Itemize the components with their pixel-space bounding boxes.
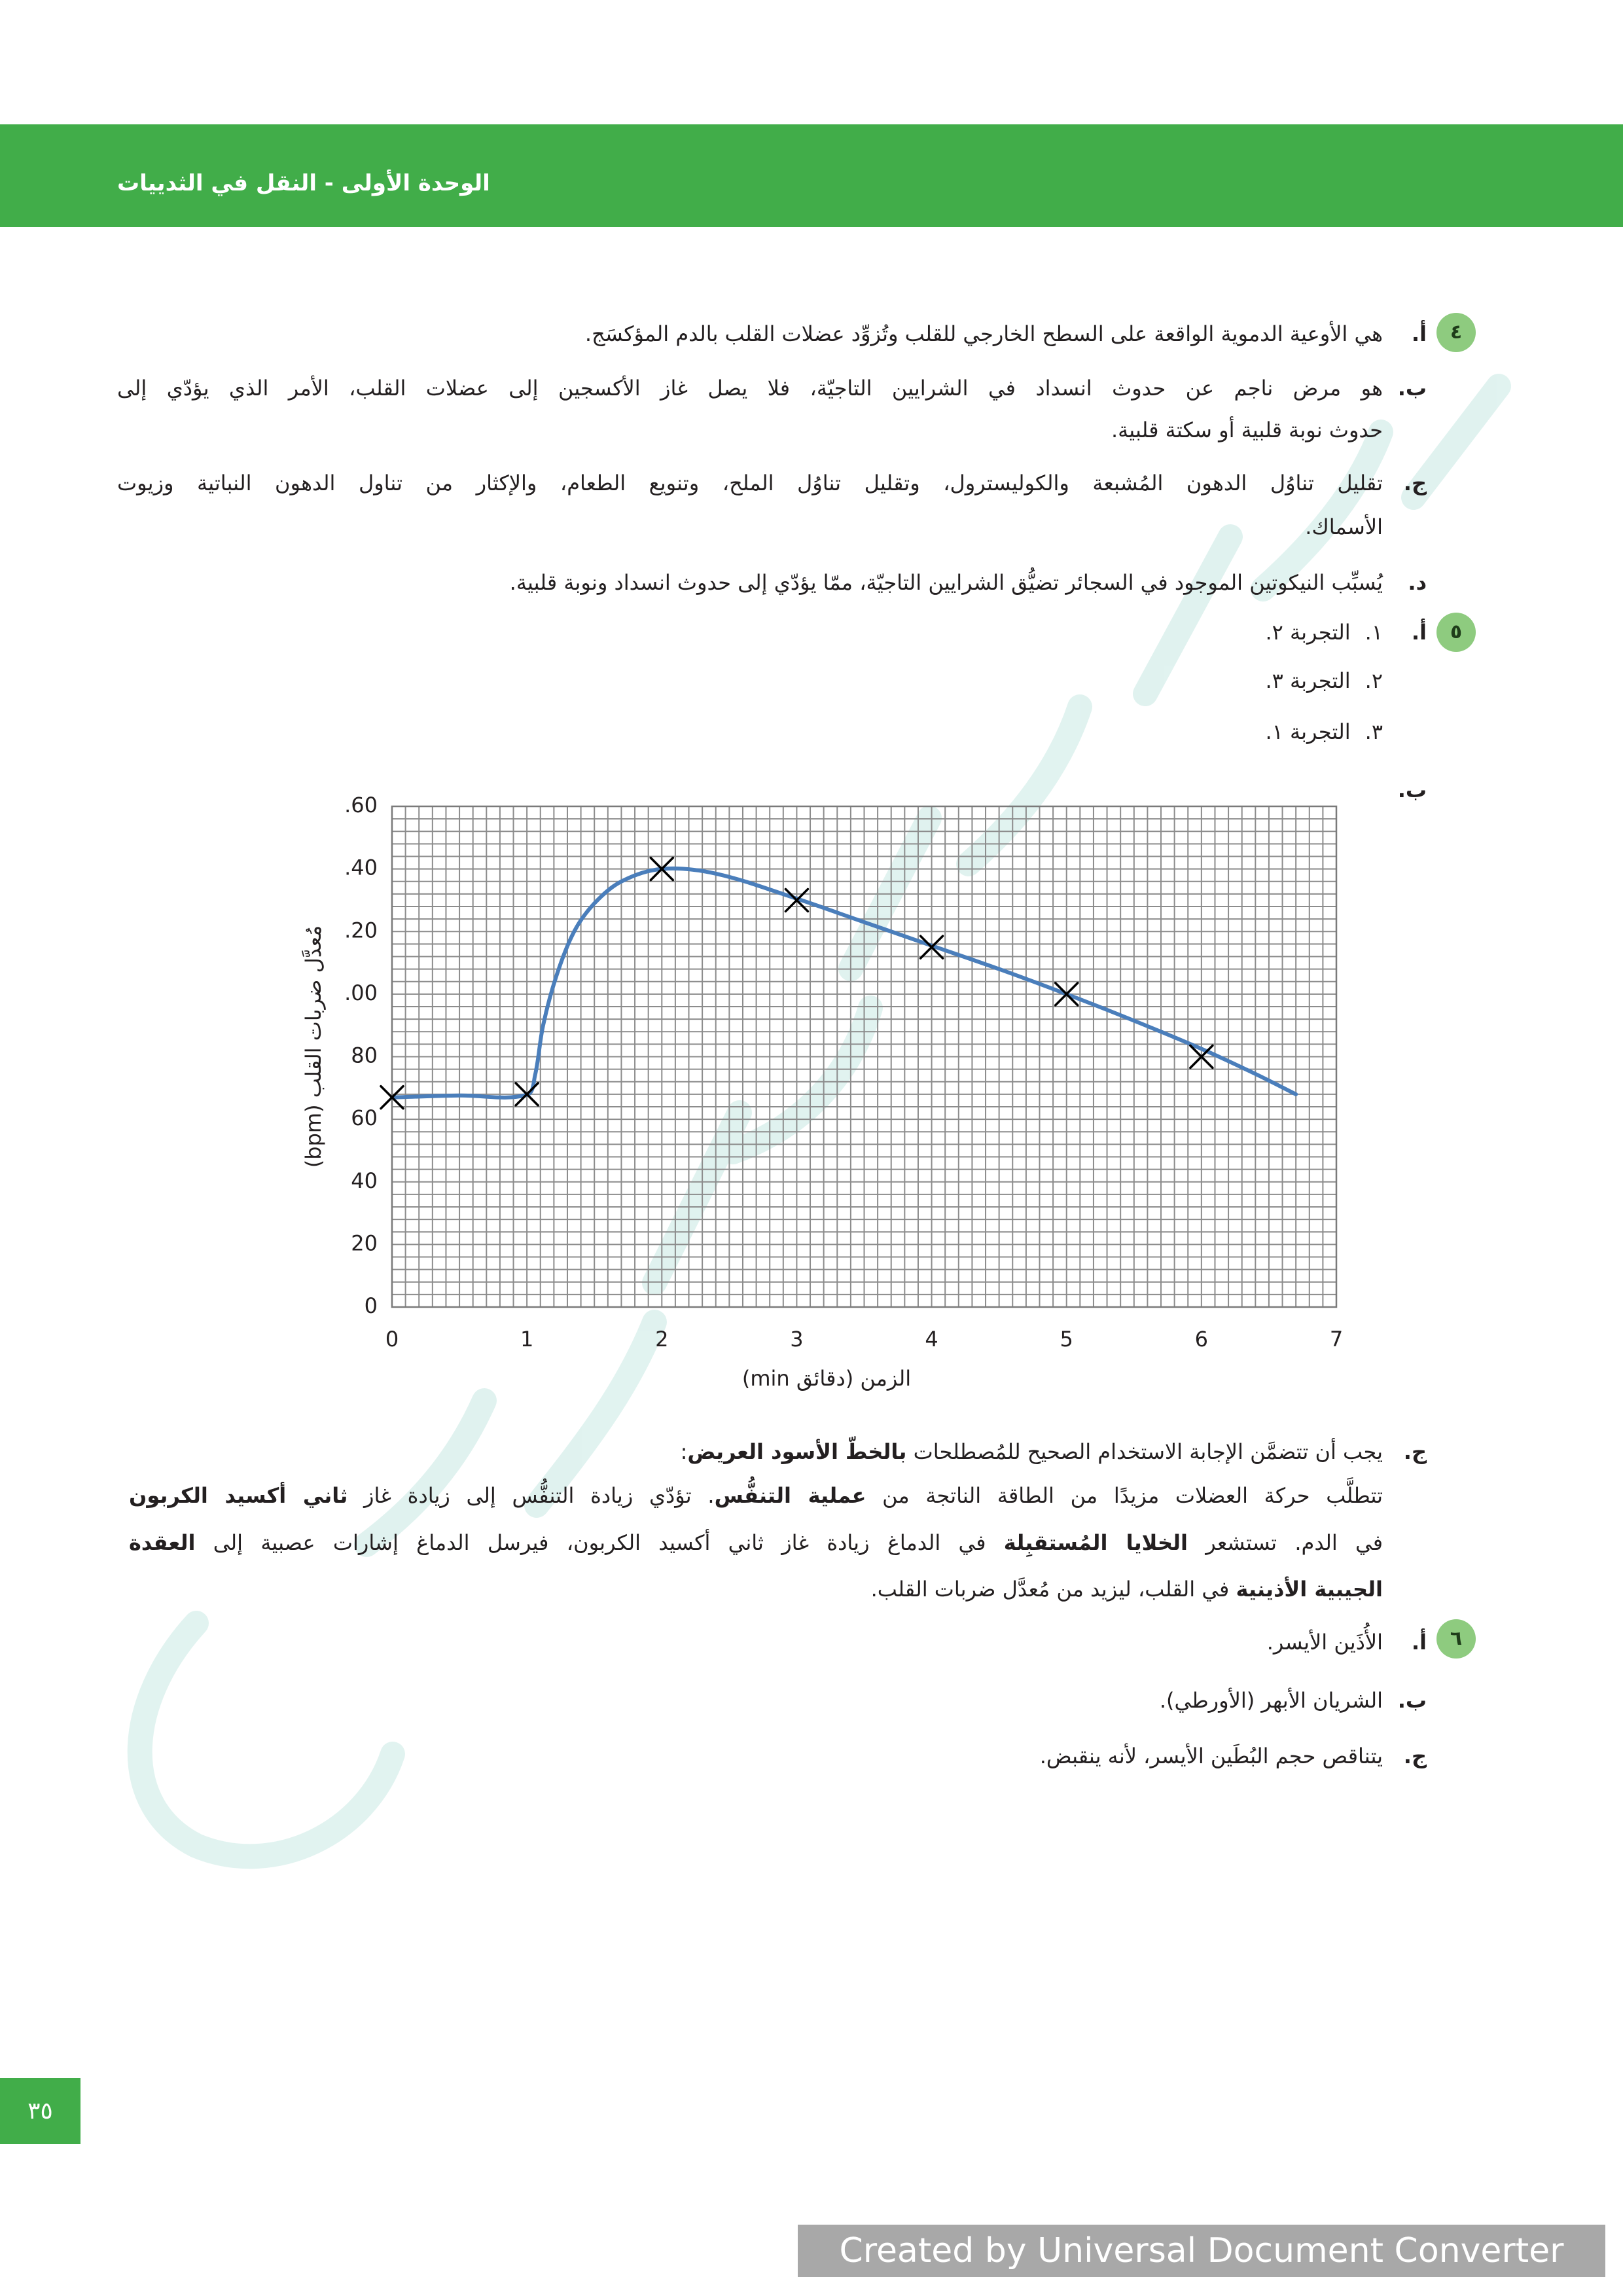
q5-c-paragraph-line-2 — [129, 1522, 1383, 1564]
q6-a-text: الأُذَين الأيسر. — [1266, 1630, 1383, 1655]
y-tick-label: 40 — [351, 1168, 378, 1193]
x-tick-label: 4 — [925, 1327, 938, 1352]
y-tick-label: .00 — [344, 980, 378, 1005]
x-tick-label: 0 — [385, 1327, 399, 1352]
x-tick-label: 5 — [1060, 1327, 1073, 1352]
x-tick-label: 7 — [1329, 1327, 1344, 1352]
bold-term: عملية التنفُّس — [714, 1483, 866, 1508]
converter-watermark-banner: Created by Universal Document Converter — [798, 2225, 1605, 2277]
y-axis-ticks — [344, 793, 378, 1318]
question-5-badge: ٥ — [1436, 613, 1476, 652]
q6-b-label: ب. — [1397, 1688, 1427, 1713]
q4-a-text: هي الأوعية الدموية الواقعة على السطح الخارجي للقلب وتُزوِّد عضلات القلب بالدم المؤكسَج. — [584, 321, 1383, 346]
q4-b-label: ب. — [1397, 376, 1427, 401]
q4-c-text-line-2: الأسماك. — [1305, 514, 1383, 539]
q5-a-item-number: ٣. — [1364, 719, 1383, 744]
q5-c-intro — [681, 1431, 1383, 1473]
q4-d-text: يُسبِّب النيكوتين الموجود في السجائر تضيُّق الشرايين التاجيّة، ممّا يؤدّي إلى حدوث انسداد ونوبة قلبية. — [509, 570, 1383, 595]
bold-term: الخلايا المُستقبِلة — [1003, 1530, 1188, 1555]
q6-a-label: أ. — [1411, 1630, 1427, 1655]
paragraph-text: . تؤدّي زيادة التنفُّس إلى زيادة غاز — [348, 1483, 715, 1508]
q5-a-item-text: التجربة ٢. — [1265, 620, 1351, 645]
q4-c-label: ج. — [1403, 471, 1427, 495]
paragraph-text: في الدماغ زيادة غاز ثاني أكسيد الكربون، فيرسل الدماغ إشارات عصبية إلى — [195, 1530, 1004, 1555]
q5-a-item — [1265, 711, 1383, 753]
paragraph-text: تتطلَّب حركة العضلات مزيدًا من الطاقة الناتجة من — [866, 1483, 1383, 1508]
y-tick-label: 80 — [351, 1043, 378, 1068]
intro-bold-term: بالخطّ الأسود العريض — [687, 1439, 907, 1464]
q4-d-label: د. — [1408, 570, 1427, 595]
y-tick-label: .20 — [344, 918, 378, 943]
bold-term: الجيبية الأذينية — [1236, 1577, 1383, 1602]
question-4-badge: ٤ — [1436, 313, 1476, 352]
page-number: ٣٥ — [0, 2078, 80, 2144]
paragraph-text: في الدم. تستشعر — [1188, 1530, 1383, 1555]
chart-grid — [392, 806, 1336, 1307]
y-tick-label: 60 — [351, 1105, 378, 1131]
q4-a-label: أ. — [1411, 321, 1427, 346]
q5-a-item — [1265, 660, 1383, 702]
q4-b-text-line-2: حدوث نوبة قلبية أو سكتة قلبية. — [1111, 418, 1383, 442]
q6-b-text: الشريان الأبهر (الأورطي). — [1159, 1688, 1383, 1713]
x-tick-label: 1 — [520, 1327, 534, 1352]
x-axis-title: الزمن (دقائق min) — [741, 1366, 912, 1391]
q4-b-text-line-1: هو مرض ناجم عن حدوث انسداد في الشرايين التاجيّة، فلا يصل غاز الأكسجين إلى عضلات القلب، الأمر الذي يؤدّي إلى — [117, 376, 1383, 401]
q5-a-item-text: التجربة ١. — [1265, 719, 1351, 744]
x-tick-label: 2 — [655, 1327, 669, 1352]
q6-c-label: ج. — [1403, 1744, 1427, 1768]
heart-rate-chart — [262, 772, 1374, 1414]
y-tick-label: 0 — [364, 1293, 378, 1318]
question-6-badge: ٦ — [1436, 1619, 1476, 1659]
q5-a-item-text: التجربة ٣. — [1265, 668, 1351, 693]
unit-title: الوحدة الأولى - النقل في الثدييات — [117, 170, 490, 196]
q5-a-item-number: ٢. — [1364, 668, 1383, 693]
q6-c-text: يتناقص حجم البُطَين الأيسر، لأنه ينقبض. — [1039, 1744, 1383, 1768]
x-tick-label: 3 — [790, 1327, 804, 1352]
y-tick-label: 20 — [351, 1230, 378, 1256]
q5-a-item-number: ١. — [1364, 620, 1383, 645]
q5-b-label: ب. — [1397, 778, 1427, 802]
bold-term: العقدة — [129, 1530, 196, 1555]
y-axis-title: مُعدَّل ضربات القلب (bpm) — [301, 925, 326, 1168]
q5-c-paragraph-line-1 — [129, 1475, 1383, 1516]
intro-text: يجب أن تتضمَّن الإجابة الاستخدام الصحيح للمُصطلحات — [906, 1439, 1383, 1464]
y-tick-label: .40 — [344, 855, 378, 880]
y-tick-label: .60 — [344, 793, 378, 817]
bold-term: ثاني أكسيد الكربون — [129, 1483, 348, 1508]
q5-c-paragraph-line-3 — [871, 1568, 1383, 1610]
q5-a-label: أ. — [1411, 620, 1427, 645]
paragraph-text: في القلب، ليزيد من مُعدَّل ضربات القلب. — [870, 1577, 1236, 1602]
q5-a-item — [1265, 611, 1383, 653]
q5-c-label: ج. — [1403, 1439, 1427, 1464]
x-tick-label: 6 — [1194, 1327, 1209, 1352]
intro-colon: : — [680, 1439, 688, 1464]
x-axis-ticks — [385, 1327, 1343, 1352]
q4-c-text-line-1: تقليل تناوُل الدهون المُشبعة والكوليسترول، وتقليل تناوُل الملح، وتنويع الطعام، والإكثار من تناول الدهون النباتية وزيوت — [117, 471, 1383, 495]
